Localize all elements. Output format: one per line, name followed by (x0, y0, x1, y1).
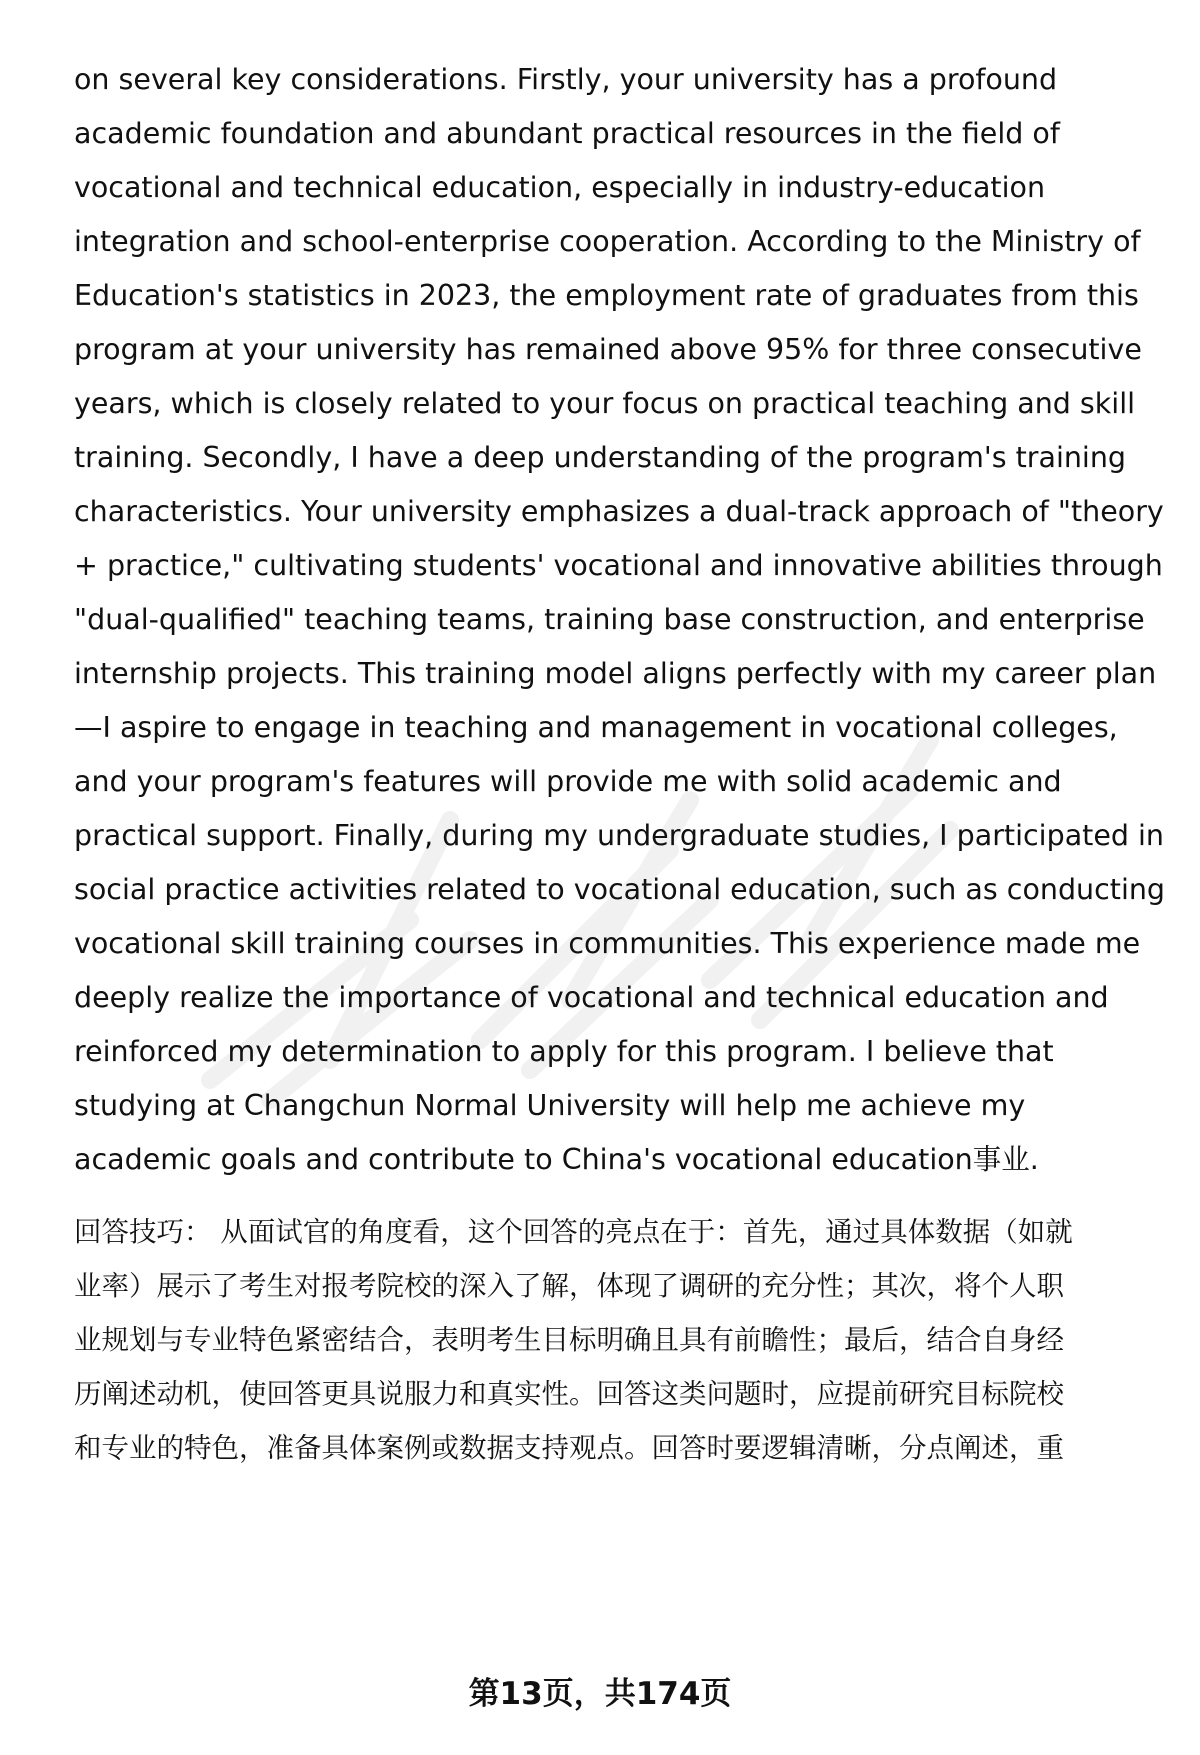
answer-line: program at your university has remained above 95% for three consecutive (74, 333, 1142, 366)
answer-line: academic goals and contribute to China's vocational education事业. (74, 1143, 1039, 1176)
answer-line: deeply realize the importance of vocational and technical education and (74, 981, 1109, 1014)
tips-line: 业规划与专业特色紧密结合，表明考生目标明确且具有前瞻性；最后，结合自身经 (74, 1324, 1064, 1356)
answer-line: reinforced my determination to apply for this program. I believe that (74, 1035, 1054, 1068)
answer-line: vocational skill training courses in communities. This experience made me (74, 927, 1141, 960)
answer-line: "dual-qualified" teaching teams, training base construction, and enterprise (74, 603, 1145, 636)
answer-line: studying at Changchun Normal University will help me achieve my (74, 1089, 1026, 1122)
answer-line: years, which is closely related to your focus on practical teaching and skill (74, 387, 1136, 420)
answer-line: + practice," cultivating students' vocational and innovative abilities through (74, 549, 1163, 582)
answer-line: training. Secondly, I have a deep understanding of the program's training (74, 441, 1127, 474)
tips-line: 回答技巧： 从面试官的角度看，这个回答的亮点在于：首先，通过具体数据（如就 (74, 1216, 1073, 1248)
answer-line: academic foundation and abundant practical resources in the field of (74, 117, 1060, 150)
answer-line: on several key considerations. Firstly, your university has a profound (74, 63, 1058, 96)
answer-line: vocational and technical education, especially in industry-education (74, 171, 1046, 204)
page-number: 第13页，共174页 (468, 1676, 732, 1712)
tips-line: 和专业的特色，准备具体案例或数据支持观点。回答时要逻辑清晰，分点阐述，重 (74, 1432, 1064, 1464)
answer-line: social practice activities related to vocational education, such as conducting (74, 873, 1166, 906)
answer-line: characteristics. Your university emphasizes a dual-track approach of "theory (74, 495, 1164, 528)
answer-line: practical support. Finally, during my undergraduate studies, I participated in (74, 819, 1164, 852)
answer-line: internship projects. This training model aligns perfectly with my career plan (74, 657, 1157, 690)
tips-line: 历阐述动机，使回答更具说服力和真实性。回答这类问题时，应提前研究目标院校 (74, 1378, 1064, 1410)
answer-line: Education's statistics in 2023, the employment rate of graduates from this (74, 279, 1139, 312)
answer-line: integration and school-enterprise cooperation. According to the Ministry of (74, 225, 1141, 258)
tips-line: 业率）展示了考生对报考院校的深入了解，体现了调研的充分性；其次，将个人职 (74, 1270, 1064, 1302)
answer-line: and your program's features will provide me with solid academic and (74, 765, 1062, 798)
answer-line: —I aspire to engage in teaching and management in vocational colleges, (74, 711, 1118, 744)
